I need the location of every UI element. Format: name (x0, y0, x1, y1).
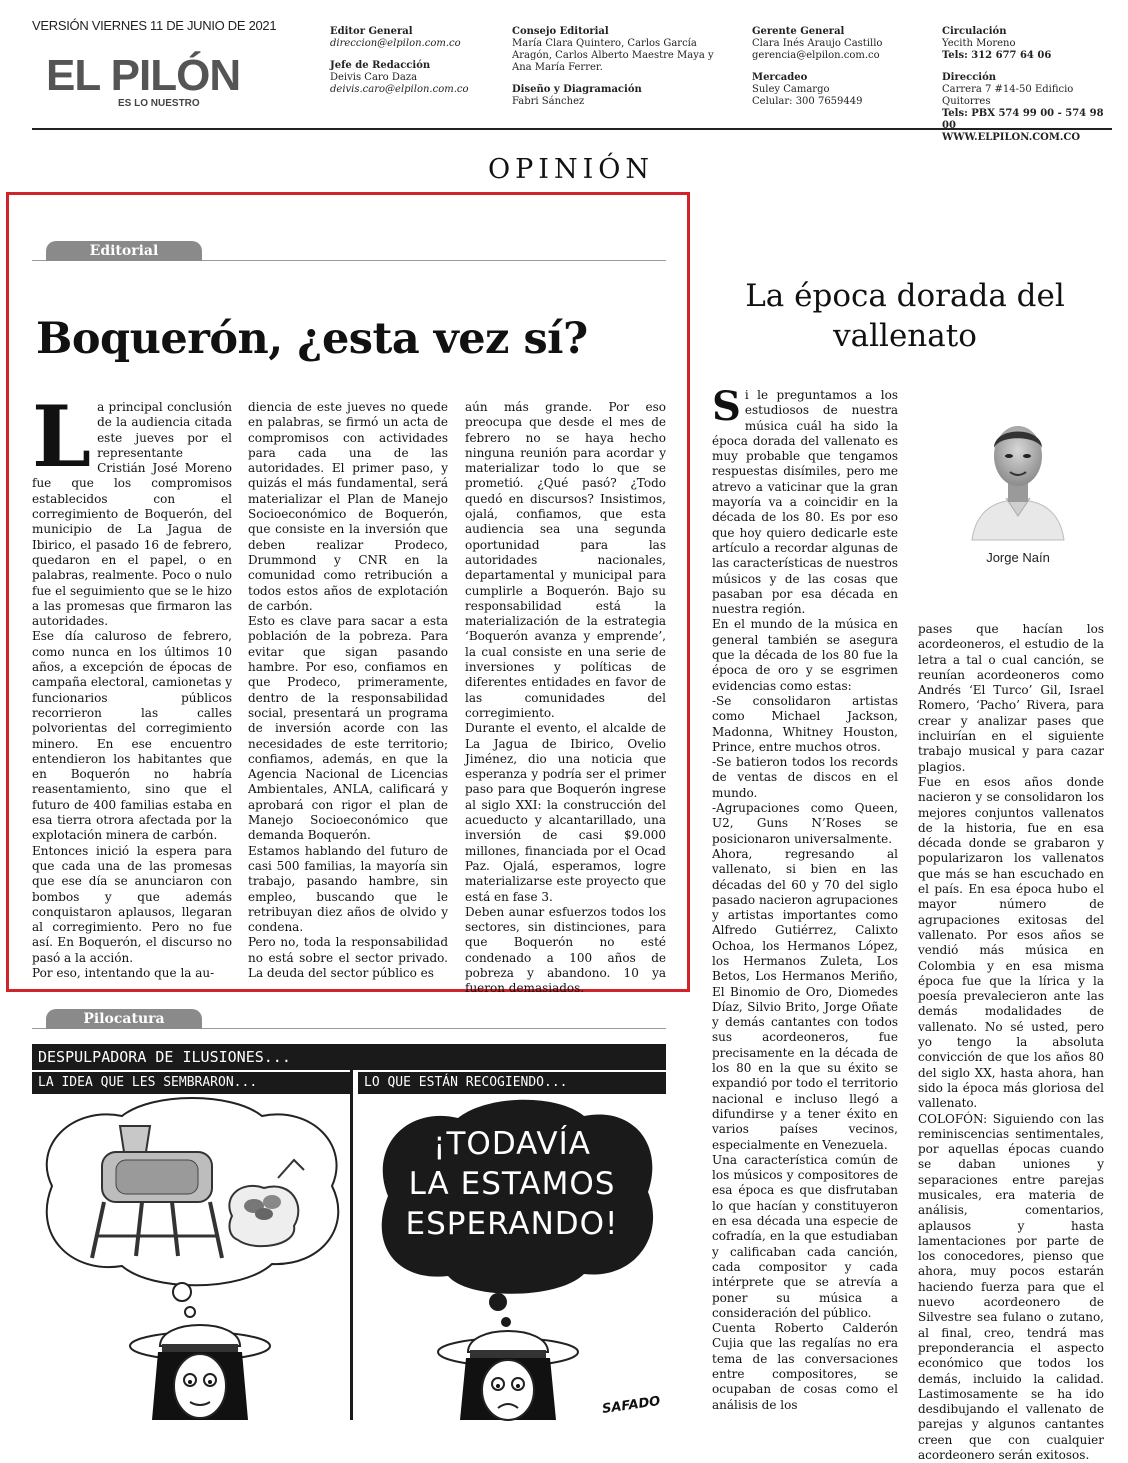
circ-name: Yecith Moreno (942, 38, 1114, 50)
opinion-paragraph: Ahora, regresando al vallenato, si bien en las décadas del 60 y 70 del siglo pasado nacieron agrupaciones y artistas importantes como Alfredo Gutiérrez, Calixto Ochoa, los Hermanos López, los Hermanos Zuleta, Los Betos, Los Hermanos Meriño, El Binomio de Oro, Diomedes Díaz, Silvio Brito, Jorge Oñate y demás cantantes con todos sus acordeoneros, fue precisamente en la década de los 80 en la que su éxito se expandió por todo el territorio nacional e incluso llegó a difundirse y a tener éxito en varios países vecinos, especialmente en Venezuela. (712, 847, 898, 1153)
opinion-paragraph: -Se consolidaron artistas como Michael Jackson, Madonna, Whitney Houston, Prince, entre muchos otros. (712, 694, 898, 755)
editorial-paragraph: a principal conclusión de la audiencia citada este jueves por el representante Cristián José Moreno fue que los compromisos establecidos con el corregimiento de Boquerón, del municipio de La Jagua de Ibirico, el pasado 16 de febrero, quedaron en el papel, o en palabras, realmente. Poco o nulo fue el seguimiento que se le hizo a las promesas que firmaron las autoridades. (32, 400, 232, 629)
staff-block-circulacion (942, 26, 1114, 144)
editorial-paragraph: Pero no, toda la responsabilidad no está sobre el sector privado. La deuda del sector público es (248, 935, 448, 981)
opinion-paragraph: Fue en esos años donde nacieron y se consolidaron los mejores conjuntos vallenatos de la historia, fue en esa década donde se grabaron y popularizaron los vallenatos que más se han escuchado en el país. En esa época hubo el mayor número de agrupaciones exitosas del vallenato. Por esos años se vendió más música en Colombia y en esa misma época fue que la lírica y la poesía prevalecieron ante las demás modalidades de vallenato. No sé usted, pero yo tengo la absoluta convicción de que los años 80 del siglo XX, hasta ahora, han sido la época más gloriosa del vallenato. (918, 775, 1104, 1112)
gerente-name: Clara Inés Araujo Castillo (752, 38, 922, 50)
editorial-dropcap: L (32, 402, 91, 472)
opinion-column-1 (712, 388, 898, 1424)
cartoon-panel (32, 1044, 666, 1420)
website-link[interactable]: WWW.ELPILON.COM.CO (942, 132, 1114, 144)
opinion-paragraph: Cuenta Roberto Calderón Cujia que las regalías no era tema de las conversaciones entre compositores, se ocupaban de cosas como el análisis de los (712, 1321, 898, 1413)
bubble-line: ¡TODAVÍA (358, 1124, 666, 1164)
editorial-paragraph: aún más grande. Por eso preocupa que desde el mes de febrero no se haya hecho ninguna reunión para acordar y materializar todo lo que se prometió. ¿Qué pasó? ¿Todo quedó en discursos? Insistimos, ojalá, confiamos, que esta audiencia sea una segunda oportunidad para las autoridades nacionales, departamental y municipal para cumplirle a Boquerón. Bajo su responsabilidad está la materialización de la estrategia ‘Boquerón avanza y emprende’, la cual consiste en una serie de inversiones y políticas de diferentes entidades en favor de las comunidades del corregimiento. (465, 400, 666, 721)
editorial-column-1 (32, 400, 232, 970)
dir-address: Carrera 7 #14-50 Edificio Quitorres (942, 84, 1114, 108)
editorial-paragraph: Ese día caluroso de febrero, como nunca en los últimos 10 años, a excepción de épocas de campaña electoral, camionetas y funcionarios públicos recorrieron las calles polvorientas del corregimiento minero. En ese encuentro entendieron los habitantes que en Boquerón no habría reasentamiento, sino que el futuro de 400 familias estaba en esa tierra otrora afectada por la explotación minera de carbón. (32, 629, 232, 843)
mercadeo-role: Mercadeo (752, 72, 922, 84)
circ-phone: Tels: 312 677 64 06 (942, 50, 1114, 62)
jefe-name: Deivis Caro Daza (330, 72, 500, 84)
editorial-paragraph: Durante el evento, el alcalde de La Jagua de Ibirico, Ovelio Jiménez, dio una noticia que esperanza y podría ser el primer paso para que Boquerón ingrese al siglo XXI: la construcción del acueducto y alcantarillado, una inversión de casi $9.000 millones, financiada por el Ocad Paz. Ojalá, esperamos, logre materializarse este proyecto que está en fase 3. (465, 721, 666, 905)
editorial-tab: Editorial (46, 241, 202, 261)
circ-role: Circulación (942, 26, 1114, 38)
opinion-paragraph: pases que hacían los acordeoneros, el estudio de la letra a tal o cual canción, se reunían acordeoneros como Andrés ‘El Turco’ Gil, Israel Romero, ‘Pacho’ Rivera, para crear y analizar pases que incluirían en el siguiente trabajo musical y para cazar plagios. (918, 622, 1104, 775)
author-name: Jorge Naín (966, 550, 1070, 565)
cartoon-left-caption: LA IDEA QUE LES SEMBRARON... (32, 1072, 350, 1094)
edition-date: VERSIÓN VIERNES 11 DE JUNIO DE 2021 (32, 18, 276, 33)
author-portrait-icon (966, 412, 1070, 540)
dir-phone: Tels: PBX 574 99 00 - 574 98 00 (942, 108, 1114, 132)
editorial-paragraph: Por eso, intentando que la au- (32, 966, 232, 981)
diseno-name: Fabri Sánchez (512, 96, 732, 108)
opinion-title: La época dorada del vallenato (706, 276, 1104, 356)
cartoon-bubble (358, 1124, 666, 1254)
section-title: OPINIÓN (488, 154, 654, 185)
pulping-machine-illustration (32, 1096, 350, 1420)
staff-block-consejo (512, 26, 732, 108)
editorial-paragraph: diencia de este jueves no quede en palabras, se firmó un acta de compromisos con actividades para cada una de las autoridades. El primer paso, y quizás el más fundamental, será materializar el Plan de Manejo Socioeconómico de Boquerón, que consiste en la inversión que deben realizar Prodeco, Drummond y CNR en la comunidad como retribución a todos estos años de explotación de carbón. (248, 400, 448, 614)
opinion-dropcap: S (712, 390, 741, 424)
editor-role: Editor General (330, 26, 500, 38)
gerente-email: gerencia@elpilon.com.co (752, 50, 922, 62)
mercadeo-name: Suley Camargo (752, 84, 922, 96)
opinion-paragraph: En el mundo de la música en general también se asegura que la década de los 80 fue la época de oro y se esgrimen evidencias como estas: (712, 617, 898, 693)
bubble-line: ESPERANDO! (358, 1204, 666, 1244)
diseno-role: Diseño y Diagramación (512, 84, 732, 96)
cartoon-tab: Pilocatura (46, 1009, 202, 1029)
mercadeo-phone: Celular: 300 7659449 (752, 96, 922, 108)
editorial-paragraph: Esto es clave para sacar a esta población de la pobreza. Para evitar que sigan pasando hambre. Por eso, confiamos en que Prodeco, primeramente, dentro de la responsabilidad social, presentará un programa de inversión acorde con las necesidades de este territorio; confiamos, además, en que la Agencia Nacional de Licencias Ambientales, ANLA, calificará y aprobará con rigor el plan de Manejo Socioeconómico que demanda Boquerón. (248, 614, 448, 843)
editorial-column-3 (465, 400, 666, 970)
editorial-column-2 (248, 400, 448, 970)
author-photo (966, 412, 1070, 540)
editorial-paragraph: Deben aunar esfuerzos todos los sectores, sin distinciones, para que Boquerón no esté condenado a 100 años de pobreza y abandono. 10 ya fueron demasiados. (465, 905, 666, 997)
opinion-paragraph: -Agrupaciones como Queen, U2, Guns N’Roses se posicionaron universalmente. (712, 801, 898, 847)
opinion-column-2 (918, 622, 1104, 1424)
consejo-role: Consejo Editorial (512, 26, 732, 38)
cartoon-bubble-text (358, 1124, 666, 1244)
dir-role: Dirección (942, 72, 1114, 84)
gerente-role: Gerente General (752, 26, 922, 38)
cartoon-title: DESPULPADORA DE ILUSIONES... (32, 1044, 666, 1070)
opinion-paragraph: i le preguntamos a los estudiosos de nuestra música cuál ha sido la época dorada del vallenato es muy probable que tengamos respuestas disímiles, pero me atrevo a vaticinar que la gran mayoría va a coincidir en la década de los 80. Es por eso que hoy quiero dedicarle este artículo a recordar algunas de las características de nuestros músicos y de las cosas que pasaban por esa década en nuestra región. (712, 388, 898, 617)
opinion-paragraph: Una característica común de los músicos y compositores de esa época es que disfrutaban lo que hacían y constituyeron en esa década una especie de cofradía, en la que estudiaban y calificaban cada canción, cada compositor y cada intérprete que se atrevía a poner su música a consideración del público. (712, 1153, 898, 1321)
editorial-headline: Boquerón, ¿esta vez sí? (36, 314, 666, 364)
editorial-paragraph: Entonces inició la espera para que cada una de las promesas que ese día se anunciaron con bombos y que además conquistaron aplausos, llegaran al corregimiento. Pero no fue así. En Boquerón, el discurso no pasó a la acción. (32, 844, 232, 966)
editorial-paragraph: Estamos hablando del futuro de casi 500 familias, la mayoría sin trabajo, pasando hambre, sin empleo, buscando que le retribuyan diez años de olvido y condena. (248, 844, 448, 936)
cartoon-right-caption: LO QUE ESTÁN RECOGIENDO... (358, 1072, 666, 1094)
opinion-paragraph: -Se batieron todos los records de ventas de discos en el mundo. (712, 755, 898, 801)
staff-block-gerente (752, 26, 922, 108)
cartoon-divider (350, 1070, 358, 1420)
jefe-role: Jefe de Redacción (330, 60, 500, 72)
cartoonist-signature: SAFADO (601, 1394, 661, 1417)
masthead (32, 14, 1112, 130)
staff-block-editor (330, 26, 500, 96)
consejo-names: María Clara Quintero, Carlos García Aragón, Carlos Alberto Maestre Maya y Ana María Ferrer. (512, 38, 732, 74)
bubble-line: LA ESTAMOS (358, 1164, 666, 1204)
jefe-email: deivis.caro@elpilon.com.co (330, 84, 500, 96)
newspaper-logo: EL PILÓN (46, 54, 240, 98)
opinion-paragraph: COLOFÓN: Siguiendo con las reminiscencias sentimentales, por aquellas épocas cuando se daban uniones y separaciones entre parejas musicales, era materia de análisis, comentarios, aplausos y hasta lamentaciones por parte de los conocedores, pienso que ahora, muy pocos estarán haciendo fuerza para que el nuevo acordeonero de Silvestre sea fulano o zutano, al final, creo, tendrá mas preponderancia el aspecto económico que todos los demás, incluido la calidad. Lastimosamente se ha ido desdibujando el vallenato de parejas y algunos cantantes creen que con cualquier acordeonero serán exitosos. (918, 1112, 1104, 1463)
editor-email: direccion@elpilon.com.co (330, 38, 500, 50)
newspaper-slogan: ES LO NUESTRO (118, 98, 200, 109)
